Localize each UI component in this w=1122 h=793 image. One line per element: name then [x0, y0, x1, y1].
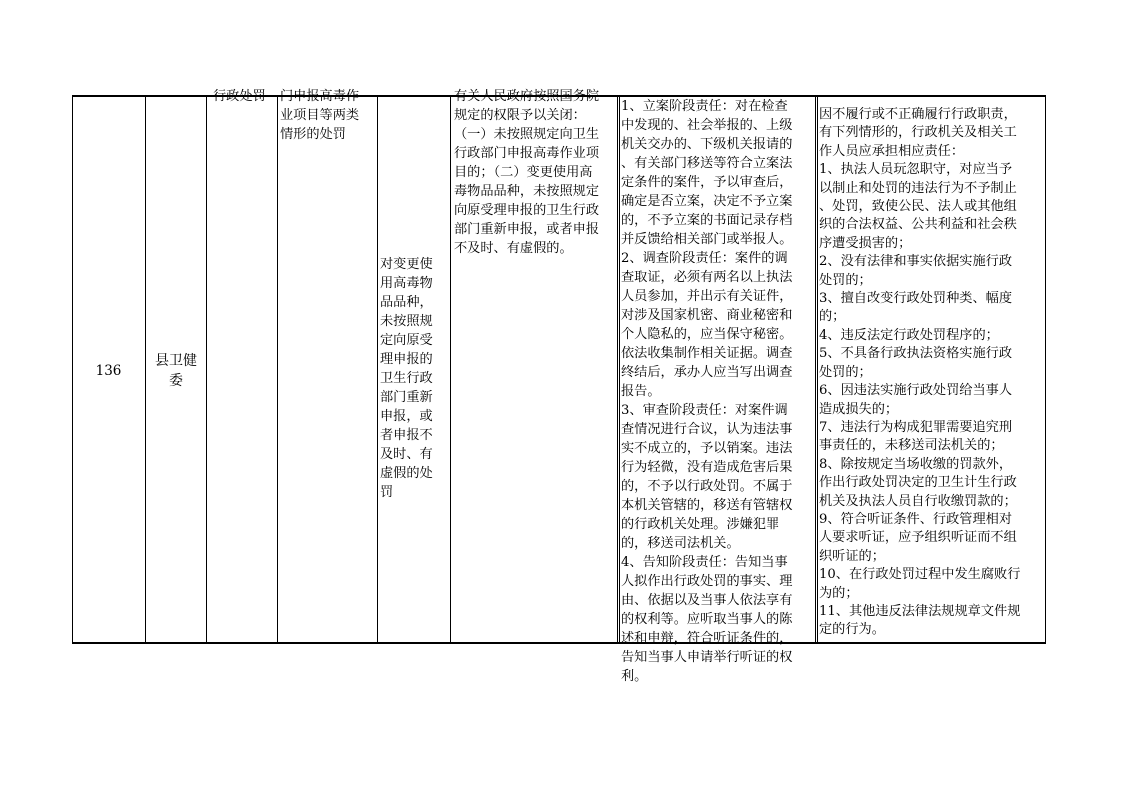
col-border-8 [1045, 95, 1046, 644]
category-cell [207, 89, 277, 117]
responsibility-cell [620, 97, 815, 684]
table-bottom-border [72, 642, 1046, 644]
sub-item-cell: 对变更使 用高毒物 品品种， 未按照规 定向原受 理申报的 卫生行政 部门重新 申报，或 者申报不 及时、有 虚假的处 罚 [380, 257, 433, 500]
item-name-cell [278, 89, 377, 177]
category-text: 行政处罚 [213, 89, 266, 104]
col-border-6 [617, 95, 618, 644]
accountability-cell [818, 97, 1045, 642]
row-number: 136 [95, 363, 122, 379]
department-cell: 县卫健 委 [155, 353, 197, 389]
legal-basis-cell [451, 89, 617, 297]
col-border-4 [377, 95, 378, 644]
responsibility-text: 1、立案阶段责任：对在检查 中发现的、社会举报的、上级 机关交办的、下级机关报请的 、有关部门移送等符合立案法 定条件的案件，予以审查后， 确定是否立案，决定不予立案 的，不予立案的书面记录存档 并反馈给相关部门或举报人。 2、调查阶段责任：案件的调 查取证，必须有两名以上执法 人员参加，并出示有关证件， 对涉及国家机密、商业秘密和 个人隐私的，应当保守秘密。 依法收集制作相关证据。调查 终结后，承办人应当写出调查 报告。 3、审查阶段责任：对案件调 查情况进行合议，认为违法事 实不成立的，予以销案。违法 行为轻微，没有造成危害后果 的，不予以行政处罚。不属于 本机关管辖的，移送有管辖权 的行政机关处理。涉嫌犯罪 的，移送司法机关。 4、告知阶段责任：告知当事 人拟作出行政处罚的事实、理 由、依据以及当事人依法享有 的权利等。应听取当事人的陈 述和申辩，符合听证条件的， 告知当事人申请举行听证的权 利。 [621, 99, 793, 684]
col-border-2 [206, 95, 207, 644]
legal-basis-text: 有关人民政府按照国务院 规定的权限予以关闭： （一）未按照规定向卫生 行政部门申报高毒作业项 目的；（二）变更使用高 毒物品品种，未按照规定 向原受理申报的卫生行政 部门重新申报，或者申报 不及时、有虚假的。 [454, 89, 600, 256]
item-name-text: 门申报高毒作 业项目等两类 情形的处罚 [280, 89, 360, 142]
accountability-text: 因不履行或不正确履行行政职责， 有下列情形的，行政机关及相关工 作人员应承担相应责任： 1、执法人员玩忽职守，对应当予 以制止和处罚的违法行为不予制止 、处罚，致使公民、法人或其他组 织的合法权益、公共利益和社会秩 序遭受损害的； 2、没有法律和事实依据实施行政 处罚的； 3、擅自改变行政处罚种类、幅度 的； 4、违反法定行政处罚程序的； 5、不具备行政执法资格实施行政 处罚的； 6、因违法实施行政处罚给当事人 造成损失的； 7、违法行为构成犯罪需要追究刑 事责任的，未移送司法机关的； 8、除按规定当场收缴的罚款外， 作出行政处罚决定的卫生计生行政 机关及执法人员自行收缴罚款的； 9、符合听证条件、行政管理相对 人要求听证，应予组织听证而不组 织听证的； 10、在行政处罚过程中发生腐败行 为的； 11、其他违反法律法规规章文件规 定的行为。 [819, 107, 1021, 638]
col-border-7 [815, 95, 816, 644]
col-border-3 [277, 95, 278, 644]
